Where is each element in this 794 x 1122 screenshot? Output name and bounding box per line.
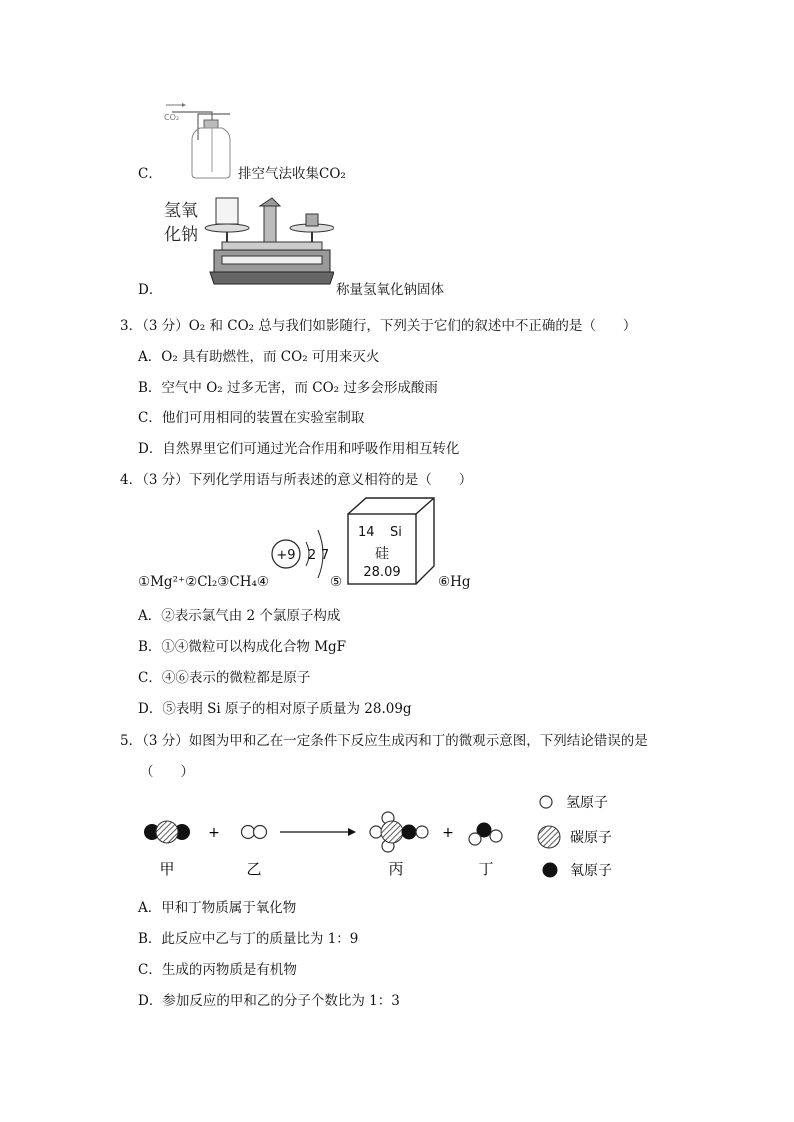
- q3-option-c: C．他们可用相同的装置在实验室制取: [138, 410, 365, 426]
- nucleus-charge: +9: [276, 548, 296, 563]
- molecule-jia: [144, 821, 190, 843]
- q5-stem-line2: （ ）: [140, 764, 194, 780]
- q5-stem-line1: 5．（3 分）如图为甲和乙在一定条件下反应生成丙和丁的微观示意图，下列结论错误的是: [120, 733, 648, 749]
- label-bing: 丙: [388, 860, 404, 878]
- q3-option-a: A．O₂ 具有助燃性，而 CO₂ 可用来灭火: [138, 349, 380, 365]
- naoh-label-2: 化钠: [164, 225, 198, 245]
- legend-hydrogen-label: 氢原子: [566, 795, 608, 811]
- q4-option-a: A．②表示氯气由 2 个氯原子构成: [138, 608, 341, 624]
- shell-2-count: 7: [320, 548, 330, 563]
- co2-fig-label: CO₂: [164, 113, 180, 122]
- plus-sign-1: +: [208, 825, 220, 841]
- q5-option-a: A．甲和丁物质属于氧化物: [138, 900, 297, 916]
- q4-option-b: B．①④微粒可以构成化合物 MgF: [138, 639, 347, 655]
- molecule-yi: [242, 826, 267, 839]
- q4-stem: 4．（3 分）下列化学用语与所表述的意义相符的是（ ）: [120, 472, 473, 488]
- q4-label-6: ⑥Hg: [438, 574, 471, 590]
- q4-option-c: C．④⑥表示的微粒都是原子: [138, 670, 311, 686]
- balance-scale-figure: [162, 192, 334, 292]
- label-jia: 甲: [159, 860, 175, 878]
- q3-option-b: B．空气中 O₂ 过多无害，而 CO₂ 过多会形成酸雨: [138, 380, 438, 396]
- q3-stem: 3．（3 分）O₂ 和 CO₂ 总与我们如影随行，下列关于它们的叙述中不正确的是（ ）: [120, 318, 637, 334]
- legend-oxygen-label: 氧原子: [570, 863, 612, 879]
- q4-option-d: D．⑤表明 Si 原子的相对原子质量为 28.09g: [138, 701, 412, 717]
- element-name: 硅: [375, 546, 389, 562]
- atomic-number: 14: [358, 525, 375, 540]
- label-yi: 乙: [246, 860, 262, 878]
- reaction-micro-diagram: [130, 784, 630, 884]
- legend: [538, 795, 612, 879]
- q4-symbols: ①Mg²⁺②Cl₂③CH₄④: [138, 574, 269, 590]
- legend-carbon-symbol: [538, 826, 560, 848]
- option-c-caption: 排空气法收集CO₂: [238, 166, 346, 182]
- q4-label-5: ⑤: [330, 574, 343, 590]
- q3-option-d: D．自然界里它们可通过光合作用和呼吸作用相互转化: [138, 441, 460, 457]
- molecule-bing: [370, 812, 428, 852]
- atomic-mass: 28.09: [363, 565, 401, 580]
- q5-option-c: C．生成的丙物质是有机物: [138, 962, 297, 978]
- plus-sign-2: +: [442, 825, 454, 841]
- option-d-caption: 称量氢氧化钠固体: [336, 282, 444, 298]
- gas-collection-bottle-figure: [160, 100, 240, 180]
- legend-carbon-label: 碳原子: [570, 830, 612, 846]
- naoh-label-1: 氢氧: [164, 201, 198, 221]
- option-c-letter: C．: [138, 166, 162, 182]
- shell-1-count: 2: [307, 548, 317, 563]
- label-ding: 丁: [478, 860, 494, 878]
- element-symbol: Si: [390, 525, 402, 540]
- option-d-letter: D．: [138, 282, 163, 298]
- molecule-ding: [469, 823, 502, 846]
- q5-option-b: B．此反应中乙与丁的质量比为 1：9: [138, 931, 359, 947]
- legend-oxygen-symbol: [543, 863, 558, 878]
- periodic-table-cell-cube: [344, 496, 436, 588]
- q5-option-d: D．参加反应的甲和乙的分子个数比为 1：3: [138, 993, 400, 1009]
- legend-hydrogen-symbol: [540, 796, 552, 808]
